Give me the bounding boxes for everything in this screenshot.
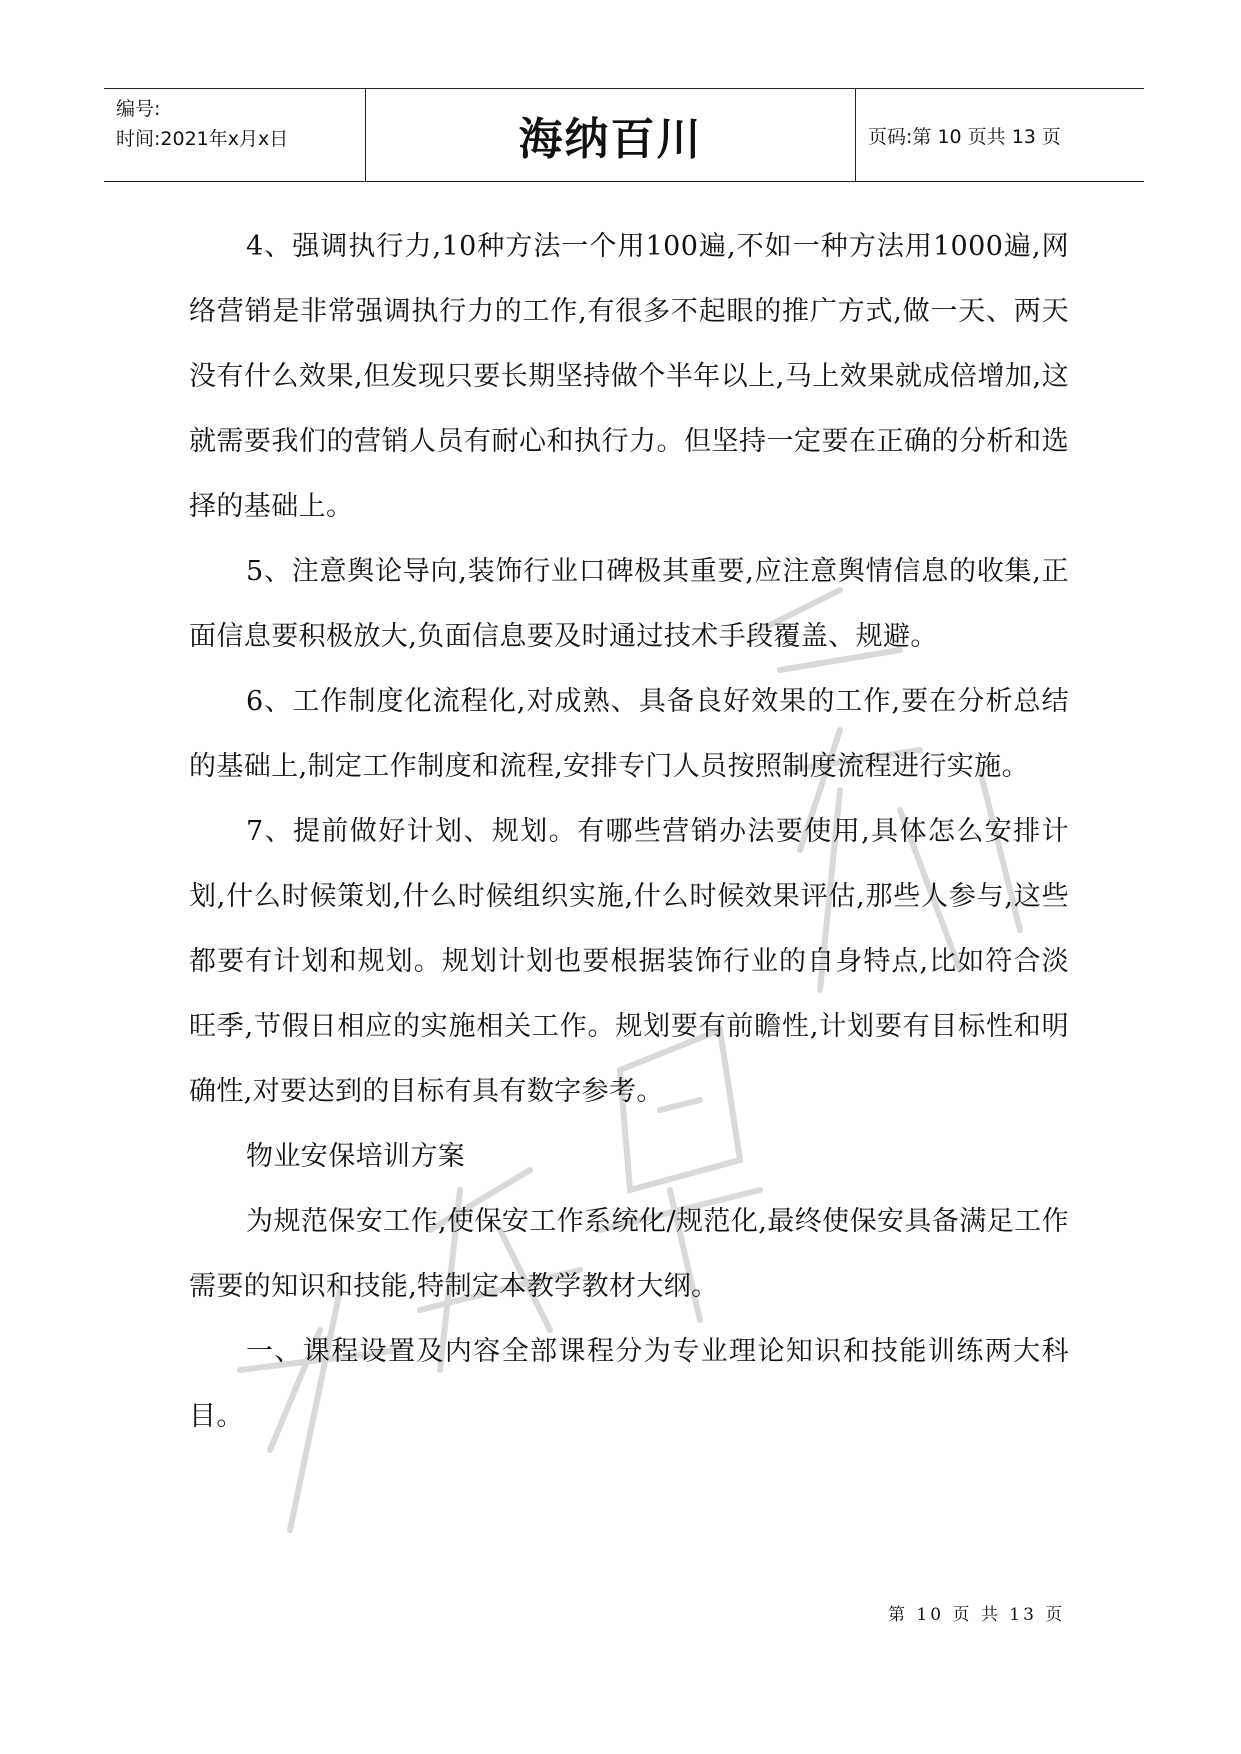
number-label: 编号:	[116, 98, 161, 120]
paragraph: 为规范保安工作,使保安工作系统化/规范化,最终使保安具备满足工作需要的知识和技能,特制定本教学教材大纲。	[189, 1206, 1069, 1302]
document-header	[104, 88, 1144, 182]
section-heading: 物业安保培训方案	[246, 1141, 466, 1172]
paragraph: 7、提前做好计划、规划。有哪些营销办法要使用,具体怎么安排计划,什么时候策划,什么时候组织实施,什么时候效果评估,那些人参与,这些都要有计划和规划。规划计划也要根据装饰行业的自身特点,比如符合淡旺季,节假日相应的实施相关工作。规划要有前瞻性,计划要有目标性和明确性,对要达到的目标有具有数字参考。	[189, 816, 1069, 1107]
company-title: 海纳百川	[366, 89, 856, 181]
paragraph: 4、强调执行力,10种方法一个用100遍,不如一种方法用1000遍,网络营销是非常强调执行力的工作,有很多不起眼的推广方式,做一天、两天没有什么效果,但发现只要长期坚持做个半年以上,马上效果就成倍增加,这就需要我们的营销人员有耐心和执行力。但坚持一定要在正确的分析和选择的基础上。	[189, 231, 1069, 522]
document-body	[189, 214, 1069, 1449]
paragraph: 一、课程设置及内容全部课程分为专业理论知识和技能训练两大科目。	[189, 1336, 1069, 1432]
header-meta	[104, 89, 366, 181]
time-label: 时间:2021年x月x日	[116, 128, 289, 150]
page-indicator: 页码:第 10 页共 13 页	[868, 125, 1061, 148]
paragraph: 6、工作制度化流程化,对成熟、具备良好效果的工作,要在分析总结的基础上,制定工作制度和流程,安排专门人员按照制度流程进行实施。	[189, 686, 1069, 782]
paragraph: 5、注意舆论导向,装饰行业口碑极其重要,应注意舆情信息的收集,正面信息要积极放大,负面信息要及时通过技术手段覆盖、规避。	[189, 556, 1069, 652]
page-footer: 第 10 页 共 13 页	[888, 1605, 1066, 1625]
